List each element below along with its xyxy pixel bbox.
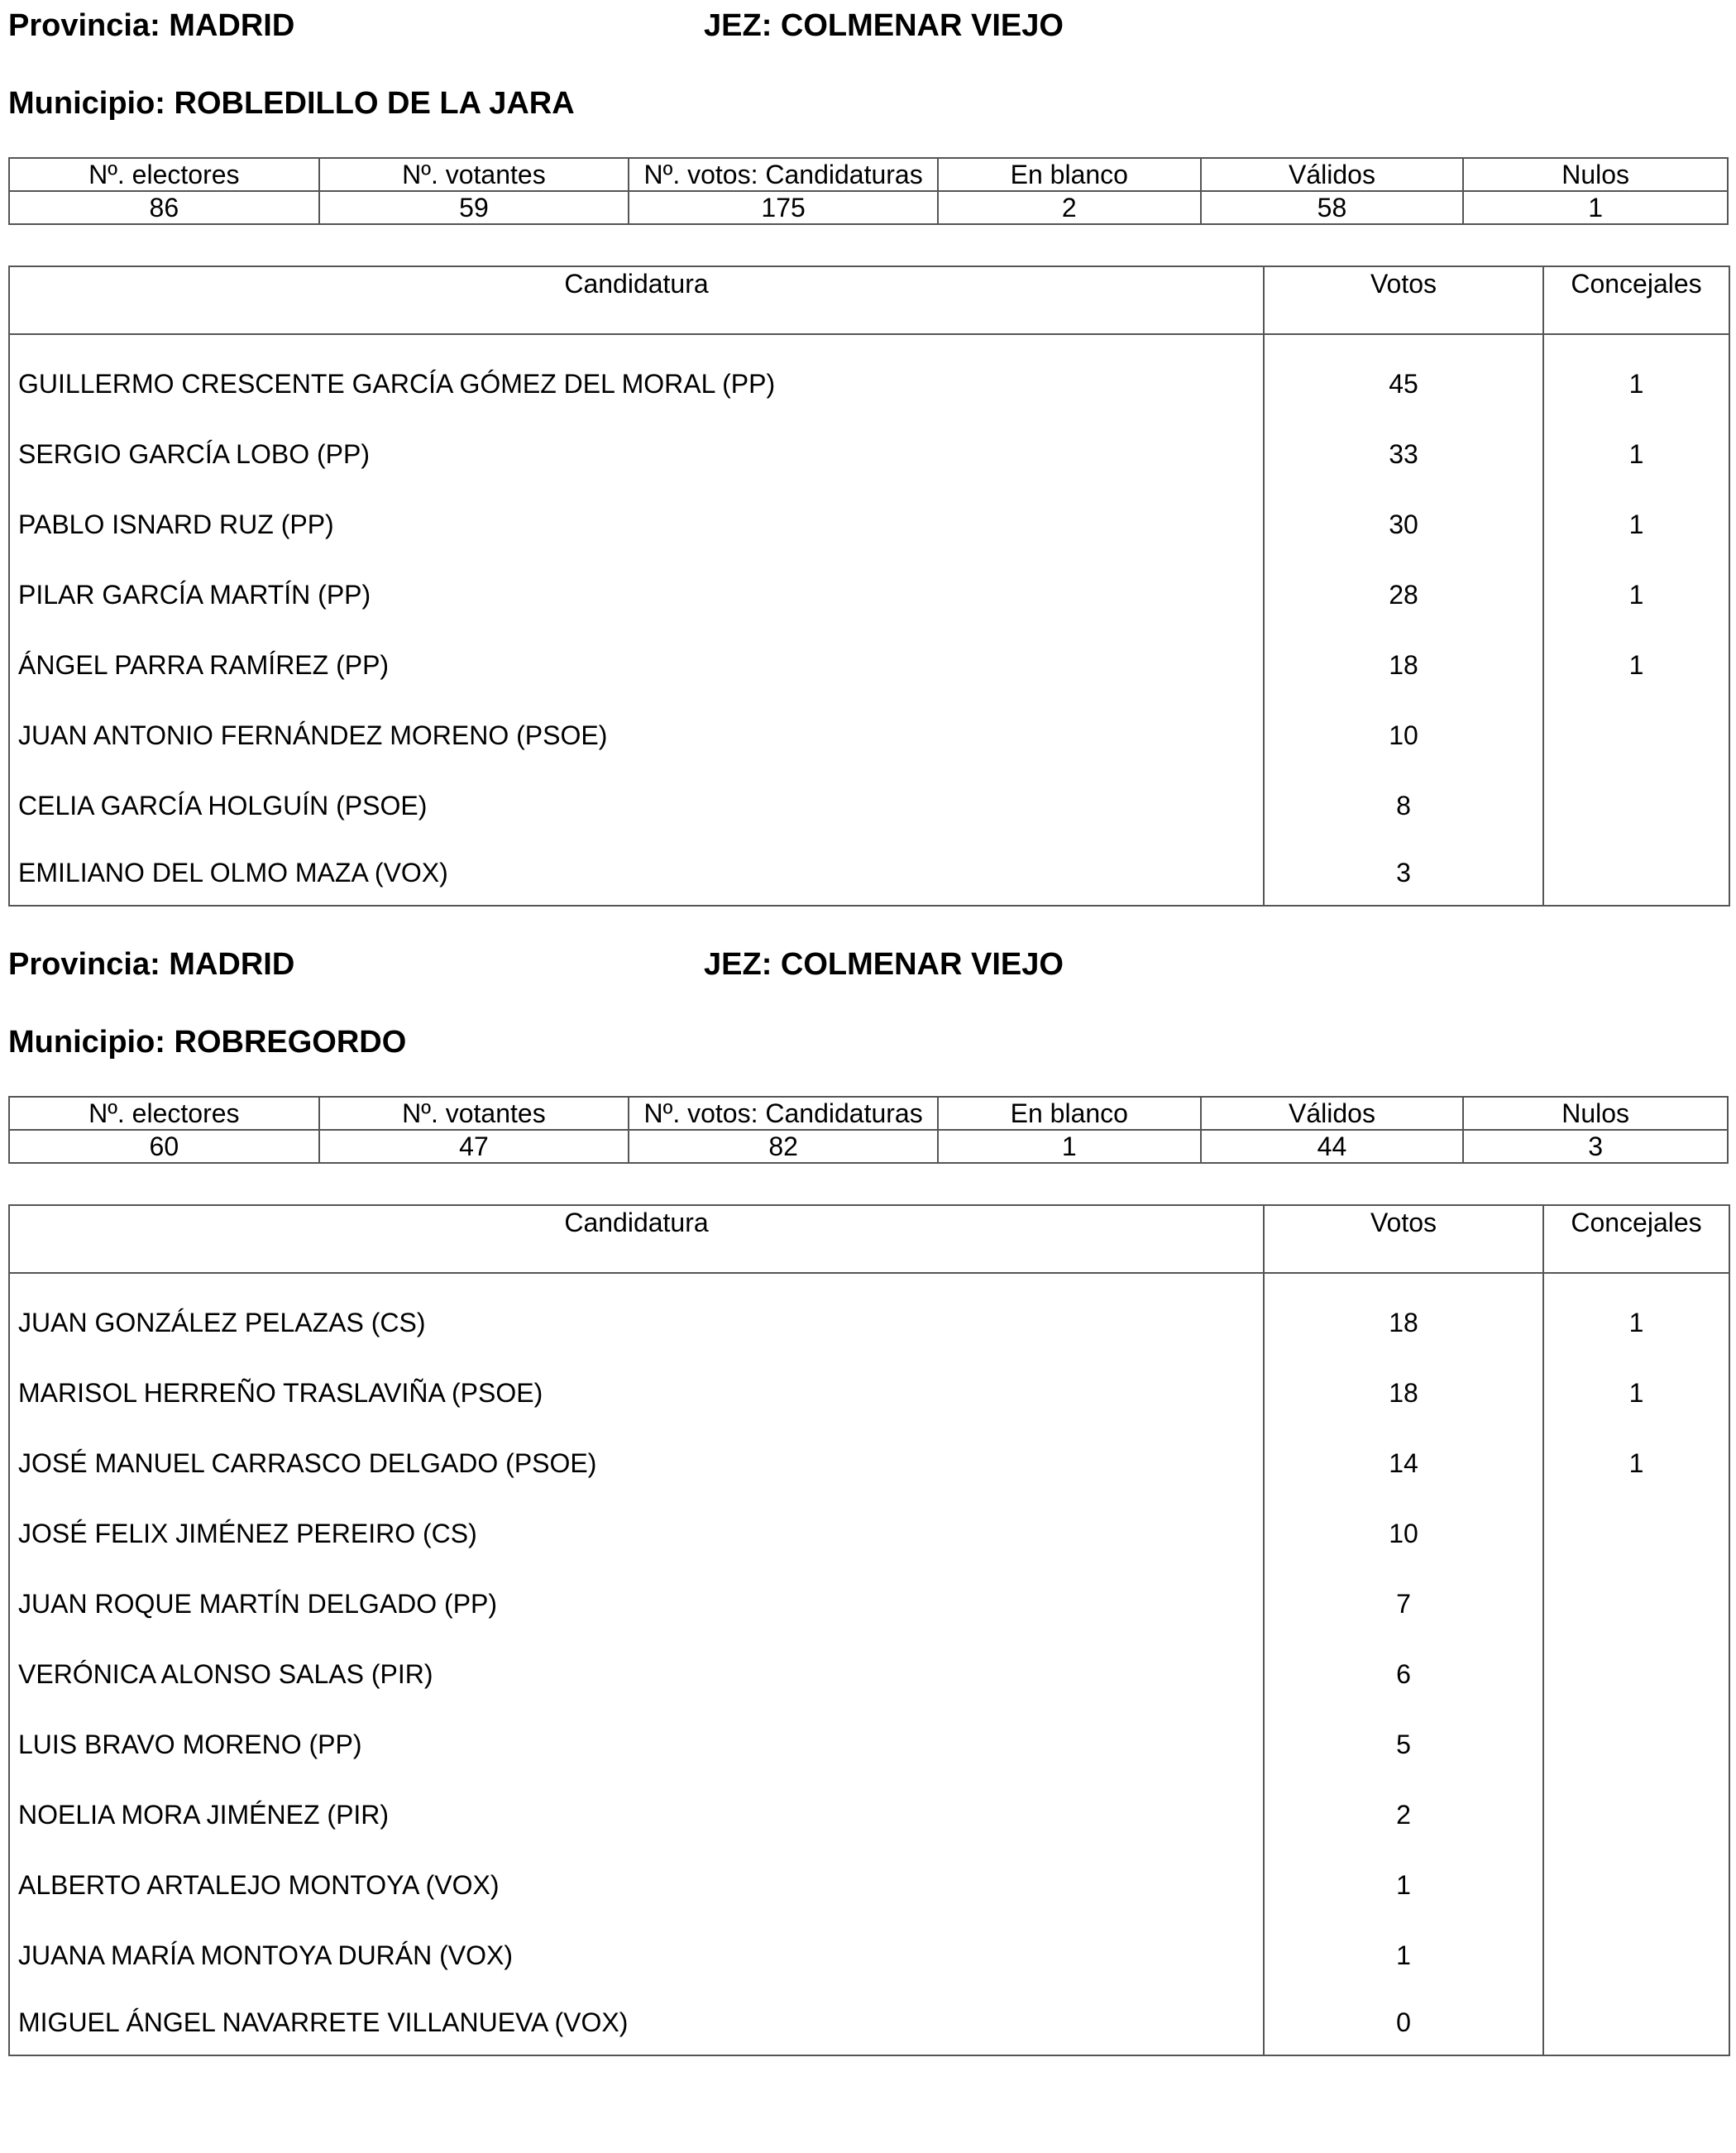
candidate-row: [9, 1920, 1729, 1990]
stats-header-votantes: Nº. votantes: [319, 1097, 629, 1130]
candidate-votes: 45: [1264, 334, 1543, 419]
candidate-votes: 7: [1264, 1568, 1543, 1639]
stats-header-votantes: Nº. votantes: [319, 158, 629, 191]
candidate-row: [9, 489, 1729, 559]
candidate-name: SERGIO GARCÍA LOBO (PP): [9, 419, 1264, 489]
candidate-votes: 10: [1264, 1498, 1543, 1568]
stats-value-en-blanco: 2: [938, 191, 1201, 224]
header-votos: Votos: [1264, 1205, 1543, 1273]
candidate-concejales: [1543, 1849, 1729, 1920]
stats-header-electores: Nº. electores: [9, 1097, 319, 1130]
stats-value-nulos: 1: [1463, 191, 1728, 224]
candidate-name: LUIS BRAVO MORENO (PP): [9, 1709, 1264, 1779]
stats-header-row: [9, 1097, 1728, 1130]
candidate-concejales: 1: [1543, 1357, 1729, 1428]
candidate-concejales: 1: [1543, 1428, 1729, 1498]
stats-value-votos-candidaturas: 82: [629, 1130, 938, 1163]
stats-header-en-blanco: En blanco: [938, 158, 1201, 191]
candidate-votes: 6: [1264, 1639, 1543, 1709]
stats-value-validos: 44: [1201, 1130, 1464, 1163]
candidate-row: [9, 1273, 1729, 1357]
candidate-name: JUAN GONZÁLEZ PELAZAS (CS): [9, 1273, 1264, 1357]
candidate-row: [9, 770, 1729, 840]
candidates-table: [8, 1204, 1730, 2056]
candidates-header-row: [9, 266, 1729, 334]
stats-header-validos: Válidos: [1201, 1097, 1464, 1130]
provincia-label: Provincia: MADRID: [8, 8, 295, 43]
stats-header-en-blanco: En blanco: [938, 1097, 1201, 1130]
candidate-votes: 30: [1264, 489, 1543, 559]
candidate-row: [9, 1428, 1729, 1498]
candidate-concejales: [1543, 1709, 1729, 1779]
candidate-name: EMILIANO DEL OLMO MAZA (VOX): [9, 840, 1264, 906]
stats-value-nulos: 3: [1463, 1130, 1728, 1163]
candidate-concejales: [1543, 840, 1729, 906]
candidate-concejales: 1: [1543, 489, 1729, 559]
candidate-name: JUANA MARÍA MONTOYA DURÁN (VOX): [9, 1920, 1264, 1990]
header-votos: Votos: [1264, 266, 1543, 334]
candidate-concejales: [1543, 1779, 1729, 1849]
stats-value-electores: 60: [9, 1130, 319, 1163]
municipio-title: Municipio: ROBLEDILLO DE LA JARA: [8, 86, 575, 121]
header-concejales: Concejales: [1543, 1205, 1729, 1273]
candidate-concejales: [1543, 1920, 1729, 1990]
candidate-concejales: 1: [1543, 419, 1729, 489]
candidate-votes: 2: [1264, 1779, 1543, 1849]
candidate-name: NOELIA MORA JIMÉNEZ (PIR): [9, 1779, 1264, 1849]
candidate-row: [9, 334, 1729, 419]
municipio-title: Municipio: ROBREGORDO: [8, 1025, 407, 1060]
candidate-row: [9, 840, 1729, 906]
candidate-row: [9, 629, 1729, 700]
stats-table: [8, 157, 1729, 225]
candidate-concejales: 1: [1543, 334, 1729, 419]
candidate-votes: 18: [1264, 1357, 1543, 1428]
candidate-row: [9, 1709, 1729, 1779]
candidate-row: [9, 1498, 1729, 1568]
candidate-votes: 1: [1264, 1849, 1543, 1920]
candidate-name: ALBERTO ARTALEJO MONTOYA (VOX): [9, 1849, 1264, 1920]
jez-label: JEZ: COLMENAR VIEJO: [704, 947, 1064, 982]
candidate-name: PILAR GARCÍA MARTÍN (PP): [9, 559, 1264, 629]
candidates-header-row: [9, 1205, 1729, 1273]
provincia-label: Provincia: MADRID: [8, 947, 295, 982]
stats-value-row: [9, 1130, 1728, 1163]
candidate-votes: 18: [1264, 629, 1543, 700]
stats-value-electores: 86: [9, 191, 319, 224]
candidate-concejales: 1: [1543, 629, 1729, 700]
candidate-name: CELIA GARCÍA HOLGUÍN (PSOE): [9, 770, 1264, 840]
candidate-name: VERÓNICA ALONSO SALAS (PIR): [9, 1639, 1264, 1709]
candidate-row: [9, 1357, 1729, 1428]
candidate-name: JUAN ROQUE MARTÍN DELGADO (PP): [9, 1568, 1264, 1639]
candidate-concejales: [1543, 770, 1729, 840]
header-concejales: Concejales: [1543, 266, 1729, 334]
candidate-votes: 18: [1264, 1273, 1543, 1357]
stats-table: [8, 1096, 1729, 1164]
candidate-votes: 1: [1264, 1920, 1543, 1990]
candidate-name: MIGUEL ÁNGEL NAVARRETE VILLANUEVA (VOX): [9, 1990, 1264, 2055]
candidate-votes: 33: [1264, 419, 1543, 489]
stats-header-electores: Nº. electores: [9, 158, 319, 191]
candidate-concejales: [1543, 1568, 1729, 1639]
candidate-name: PABLO ISNARD RUZ (PP): [9, 489, 1264, 559]
candidate-concejales: [1543, 1498, 1729, 1568]
stats-header-nulos: Nulos: [1463, 158, 1728, 191]
candidate-name: ÁNGEL PARRA RAMÍREZ (PP): [9, 629, 1264, 700]
candidate-name: JUAN ANTONIO FERNÁNDEZ MORENO (PSOE): [9, 700, 1264, 770]
stats-value-votantes: 59: [319, 191, 629, 224]
stats-value-row: [9, 191, 1728, 224]
header-candidatura: Candidatura: [9, 266, 1264, 334]
candidate-votes: 8: [1264, 770, 1543, 840]
candidate-concejales: [1543, 1990, 1729, 2055]
candidate-concejales: 1: [1543, 1273, 1729, 1357]
candidate-votes: 14: [1264, 1428, 1543, 1498]
header-candidatura: Candidatura: [9, 1205, 1264, 1273]
candidate-concejales: 1: [1543, 559, 1729, 629]
candidate-name: MARISOL HERREÑO TRASLAVIÑA (PSOE): [9, 1357, 1264, 1428]
candidate-name: GUILLERMO CRESCENTE GARCÍA GÓMEZ DEL MORAL (PP): [9, 334, 1264, 419]
candidate-name: JOSÉ MANUEL CARRASCO DELGADO (PSOE): [9, 1428, 1264, 1498]
stats-header-votos-candidaturas: Nº. votos: Candidaturas: [629, 1097, 938, 1130]
candidate-votes: 28: [1264, 559, 1543, 629]
stats-value-votantes: 47: [319, 1130, 629, 1163]
candidate-concejales: [1543, 700, 1729, 770]
stats-value-votos-candidaturas: 175: [629, 191, 938, 224]
stats-header-nulos: Nulos: [1463, 1097, 1728, 1130]
stats-value-en-blanco: 1: [938, 1130, 1201, 1163]
candidate-row: [9, 1639, 1729, 1709]
jez-label: JEZ: COLMENAR VIEJO: [704, 8, 1064, 43]
candidate-concejales: [1543, 1639, 1729, 1709]
candidate-votes: 3: [1264, 840, 1543, 906]
stats-header-votos-candidaturas: Nº. votos: Candidaturas: [629, 158, 938, 191]
candidates-table: [8, 266, 1730, 907]
candidate-row: [9, 1779, 1729, 1849]
candidate-row: [9, 419, 1729, 489]
candidate-votes: 5: [1264, 1709, 1543, 1779]
candidate-votes: 10: [1264, 700, 1543, 770]
stats-header-validos: Válidos: [1201, 158, 1464, 191]
candidate-name: JOSÉ FELIX JIMÉNEZ PEREIRO (CS): [9, 1498, 1264, 1568]
candidate-row: [9, 559, 1729, 629]
candidate-row: [9, 1568, 1729, 1639]
candidate-row: [9, 1849, 1729, 1920]
candidate-row: [9, 1990, 1729, 2055]
stats-header-row: [9, 158, 1728, 191]
stats-value-validos: 58: [1201, 191, 1464, 224]
candidate-row: [9, 700, 1729, 770]
candidate-votes: 0: [1264, 1990, 1543, 2055]
